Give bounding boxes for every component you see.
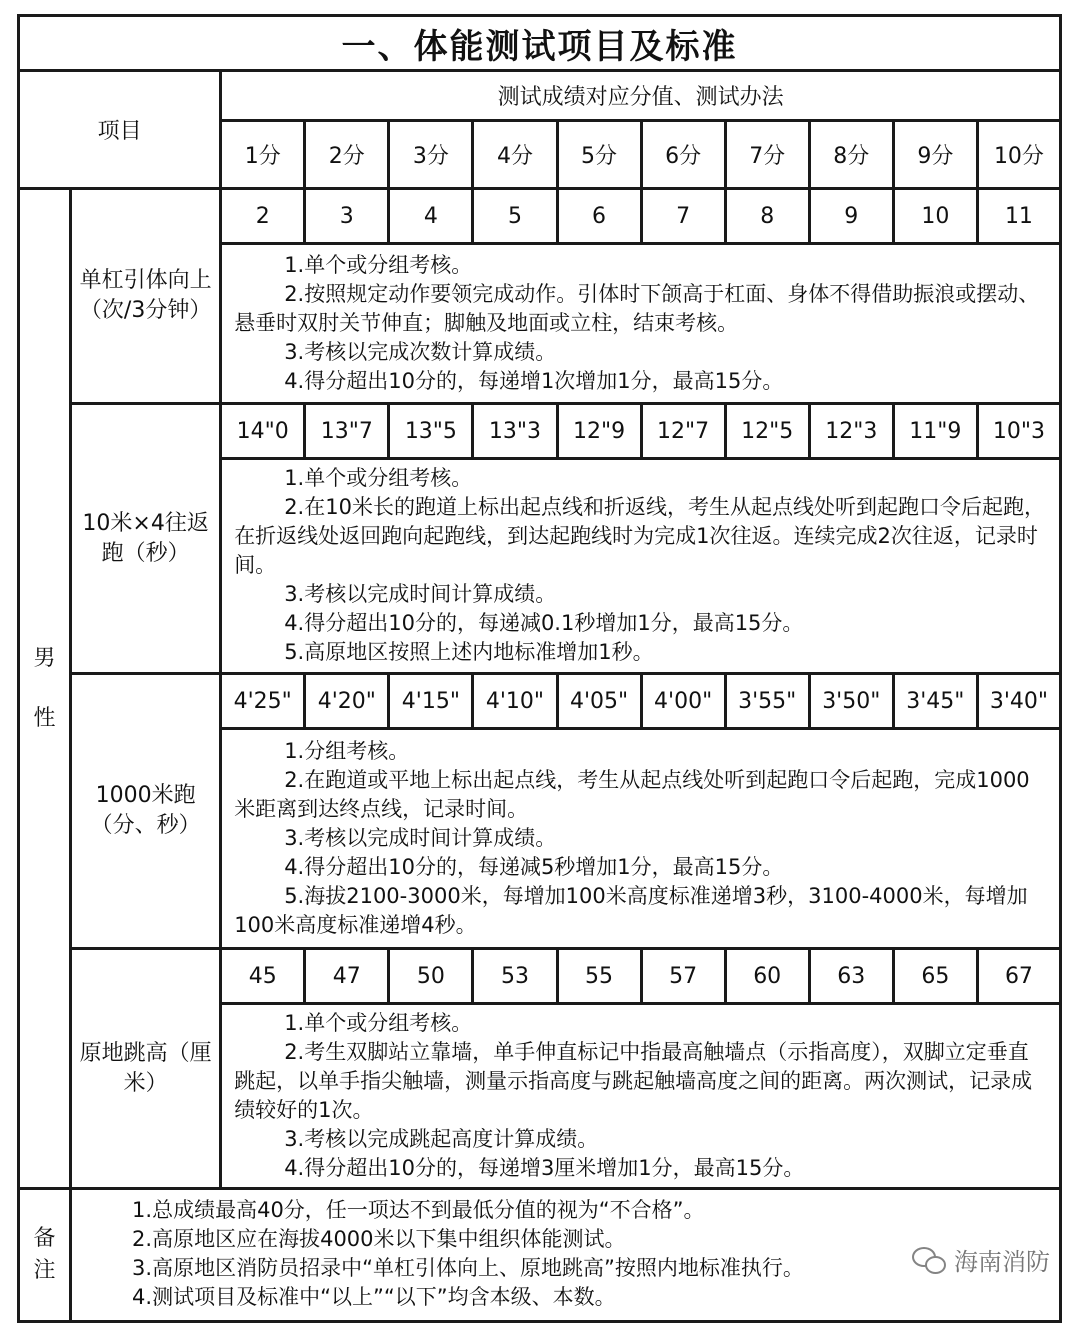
score-value-cell: 5 (473, 189, 557, 244)
score-header-cell: 10分 (977, 121, 1060, 189)
method-line: 3.考核以完成时间计算成绩。 (284, 825, 557, 850)
score-value-cell: 47 (305, 949, 389, 1004)
score-value-cell: 13"3 (473, 404, 557, 459)
score-value-cell: 3'40" (977, 674, 1060, 729)
score-header-cell: 3分 (389, 121, 473, 189)
gender-label (19, 189, 71, 1189)
score-value-cell: 4'20" (305, 674, 389, 729)
item-name: 1000米跑（分、秒） (71, 674, 221, 949)
fitness-standards-table (17, 14, 1062, 1323)
item-name: 10米×4往返跑（秒） (71, 404, 221, 674)
method-line: 1.单个或分组考核。 (284, 252, 473, 277)
watermark-text: 海南消防 (954, 1248, 1050, 1276)
score-value-cell: 11 (977, 189, 1060, 244)
score-value-cell: 65 (893, 949, 977, 1004)
standards-sheet (17, 14, 1062, 1309)
score-value-cell: 14"0 (221, 404, 305, 459)
note-line: 1.总成绩最高40分，任一项达不到最低分值的视为“不合格”。 (132, 1198, 705, 1222)
gender-char: 性 (33, 705, 56, 731)
score-value-cell: 4'00" (641, 674, 725, 729)
method-line: 2.在跑道或平地上标出起点线，考生从起点线处听到起跑口令后起跑，完成1000米距离到达终点线，记录时间。 (234, 767, 1030, 821)
method-line: 5.高原地区按照上述内地标准增加1秒。 (284, 640, 654, 664)
notes-label (19, 1189, 71, 1322)
score-header-cell: 9分 (893, 121, 977, 189)
score-value-cell: 3 (305, 189, 389, 244)
test-method-description (221, 459, 1061, 674)
score-value-cell: 8 (725, 189, 809, 244)
test-method-description (221, 1004, 1061, 1189)
test-method-description (221, 729, 1061, 949)
score-header-cell: 2分 (305, 121, 389, 189)
score-value-cell: 4'05" (557, 674, 641, 729)
test-method-description (221, 244, 1061, 404)
score-value-cell: 53 (473, 949, 557, 1004)
method-line: 2.按照规定动作要领完成动作。引体时下颌高于杠面、身体不得借助振浪或摆动、悬垂时双肘关节伸直；脚触及地面或立柱，结束考核。 (234, 281, 1040, 335)
method-line: 1.分组考核。 (284, 738, 410, 763)
score-value-cell: 2 (221, 189, 305, 244)
score-value-cell: 7 (641, 189, 725, 244)
score-value-cell: 13"7 (305, 404, 389, 459)
method-line: 2.在10米长的跑道上标出起点线和折返线，考生从起点线处听到起跑口令后起跑，在折返线处返回跑向起跑线，到达起跑线时为完成1次往返。连续完成2次往返，记录时间。 (234, 495, 1045, 577)
method-line: 4.得分超出10分的，每递增1次增加1分，最高15分。 (284, 368, 784, 393)
method-line: 1.单个或分组考核。 (284, 466, 473, 490)
item-name: 原地跳高（厘米） (71, 949, 221, 1189)
score-value-cell: 12"9 (557, 404, 641, 459)
score-value-cell: 3'50" (809, 674, 893, 729)
score-value-cell: 13"5 (389, 404, 473, 459)
note-line: 2.高原地区应在海拔4000米以下集中组织体能测试。 (132, 1227, 626, 1251)
score-value-cell: 10 (893, 189, 977, 244)
method-line: 5.海拔2100-3000米，每增加100米高度标准递增3秒，3100-4000米，每增加100米高度标准递增4秒。 (234, 883, 1028, 937)
wechat-icon (912, 1247, 946, 1273)
method-line: 3.考核以完成时间计算成绩。 (284, 582, 557, 606)
table-title: 一、体能测试项目及标准 (19, 16, 1061, 71)
score-value-cell: 10"3 (977, 404, 1060, 459)
method-line: 4.得分超出10分的，每递减0.1秒增加1分，最高15分。 (284, 611, 804, 635)
watermark (912, 1242, 1050, 1277)
score-value-cell: 12"5 (725, 404, 809, 459)
score-value-cell: 4 (389, 189, 473, 244)
score-value-cell: 45 (221, 949, 305, 1004)
method-line: 3.考核以完成次数计算成绩。 (284, 339, 557, 364)
score-value-cell: 12"3 (809, 404, 893, 459)
score-value-cell: 12"7 (641, 404, 725, 459)
score-header-cell: 7分 (725, 121, 809, 189)
score-header-cell: 5分 (557, 121, 641, 189)
score-value-cell: 6 (557, 189, 641, 244)
note-line: 3.高原地区消防员招录中“单杠引体向上、原地跳高”按照内地标准执行。 (132, 1256, 804, 1280)
note-line: 4.测试项目及标准中“以上”“以下”均含本级、本数。 (132, 1285, 616, 1309)
score-value-cell: 60 (725, 949, 809, 1004)
gender-char: 男 (33, 645, 56, 671)
score-value-cell: 9 (809, 189, 893, 244)
score-value-cell: 63 (809, 949, 893, 1004)
method-line: 1.单个或分组考核。 (284, 1010, 473, 1035)
score-group-header: 测试成绩对应分值、测试办法 (221, 71, 1061, 121)
score-value-cell: 3'55" (725, 674, 809, 729)
score-value-cell: 4'25" (221, 674, 305, 729)
score-value-cell: 55 (557, 949, 641, 1004)
method-line: 3.考核以完成跳起高度计算成绩。 (284, 1126, 599, 1151)
notes-label-char: 注 (33, 1258, 56, 1283)
score-value-cell: 50 (389, 949, 473, 1004)
score-value-cell: 67 (977, 949, 1060, 1004)
score-header-cell: 8分 (809, 121, 893, 189)
notes-label-char: 备 (33, 1226, 56, 1251)
method-line: 2.考生双脚站立靠墙，单手伸直标记中指最高触墙点（示指高度），双脚立定垂直跳起，以单手指尖触墙，测量示指高度与跳起触墙高度之间的距离。两次测试，记录成绩较好的1次。 (234, 1039, 1033, 1122)
item-column-header: 项目 (19, 71, 221, 189)
score-header-cell: 6分 (641, 121, 725, 189)
method-line: 4.得分超出10分的，每递增3厘米增加1分，最高15分。 (284, 1155, 805, 1180)
item-name: 单杠引体向上（次/3分钟） (71, 189, 221, 404)
score-header-cell: 4分 (473, 121, 557, 189)
score-value-cell: 3'45" (893, 674, 977, 729)
score-value-cell: 57 (641, 949, 725, 1004)
score-header-cell: 1分 (221, 121, 305, 189)
score-value-cell: 4'15" (389, 674, 473, 729)
score-value-cell: 4'10" (473, 674, 557, 729)
method-line: 4.得分超出10分的，每递减5秒增加1分，最高15分。 (284, 854, 784, 879)
score-value-cell: 11"9 (893, 404, 977, 459)
